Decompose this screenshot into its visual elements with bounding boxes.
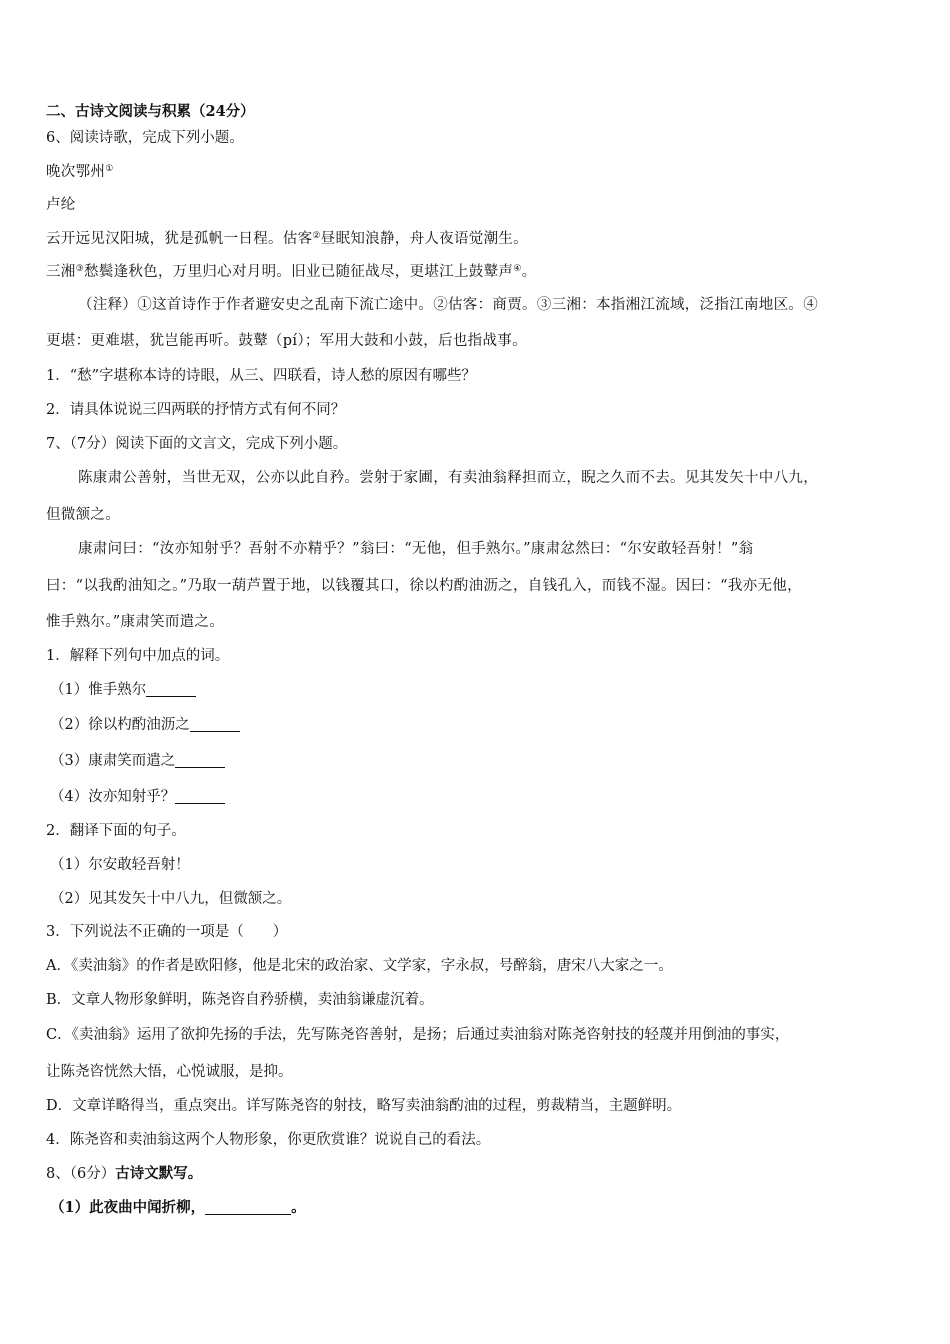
q6-question-2: 2．请具体说说三四两联的抒情方式有何不同？	[46, 402, 346, 418]
q7-sub1-item3: （3）康肃笑而遣之	[50, 752, 920, 770]
q7-sub4: 4．陈尧咨和卖油翁这两个人物形象，你更欣赏谁？说说自己的看法。	[46, 1132, 491, 1148]
passage-para2-line1: 康肃问曰：“汝亦知射乎？吾射不亦精乎？”翁曰：“无他，但手熟尔。”康肃忿然曰：“尔安敢轻吾射！”翁	[78, 541, 754, 557]
section-title: 二、古诗文阅读与积累（24分）	[46, 103, 255, 120]
answer-blank[interactable]	[175, 754, 225, 768]
q7-sub1-item4: （4）汝亦知射乎？	[50, 788, 920, 806]
answer-blank[interactable]	[175, 790, 225, 804]
option-a: A．《卖油翁》的作者是欧阳修，他是北宋的政治家、文学家，字永叔，号醉翁，唐宋八大家之一。	[46, 958, 673, 974]
q7-sub1-item2: （2）徐以杓酌油沥之	[50, 716, 920, 734]
answer-blank[interactable]	[205, 1201, 291, 1215]
option-c-line2: 让陈尧咨恍然大悟，心悦诚服，是抑。	[46, 1064, 293, 1080]
option-c-line1: C．《卖油翁》运用了欲抑先扬的手法，先写陈尧咨善射，是扬；后通过卖油翁对陈尧咨射技的轻蔑并用倒油的事实，	[46, 1027, 790, 1043]
q7-sub1: 1．解释下列句中加点的词。	[46, 648, 230, 664]
poem-title: 晚次鄂州①	[46, 164, 114, 180]
passage-para1-line1: 陈康肃公善射，当世无双，公亦以此自矜。尝射于家圃，有卖油翁释担而立，睨之久而不去。见其发矢十中八九，	[78, 470, 818, 486]
poem-line-1: 云开远见汉阳城，犹是孤帆一日程。估客②昼眠知浪静，舟人夜语觉潮生。	[46, 231, 528, 247]
poem-author: 卢纶	[46, 197, 76, 213]
q7-sub3: 3．下列说法不正确的一项是（ ）	[46, 924, 288, 940]
q6-question-1: 1．“愁”字堪称本诗的诗眼，从三、四联看，诗人愁的原因有哪些？	[46, 368, 477, 384]
answer-blank[interactable]	[190, 718, 240, 732]
q6-intro: 6、阅读诗歌，完成下列小题。	[46, 130, 244, 146]
passage-para1-line2: 但微颔之。	[46, 507, 120, 523]
option-d: D．文章详略得当，重点突出。详写陈尧咨的射技，略写卖油翁酌油的过程，剪裁精当，主题鲜明。	[46, 1098, 682, 1114]
poem-notes-line-2: 更堪：更难堪，犹岂能再听。鼓鼙（pí）；军用大鼓和小鼓，后也指战事。	[46, 333, 527, 349]
q7-sub2-item1: （1）尔安敢轻吾射！	[50, 857, 190, 873]
q8-item1: （1）此夜曲中闻折柳， 。	[50, 1199, 306, 1216]
q8-intro: 8、（6分）古诗文默写。	[46, 1165, 203, 1182]
poem-line-2: 三湘③愁鬓逢秋色，万里归心对月明。旧业已随征战尽，更堪江上鼓鼙声④。	[46, 264, 537, 280]
option-b: B．文章人物形象鲜明，陈尧咨自矜骄横，卖油翁谦虚沉着。	[46, 992, 434, 1008]
q7-sub2: 2．翻译下面的句子。	[46, 823, 186, 839]
poem-notes-line-1: （注释）①这首诗作于作者避安史之乱南下流亡途中。②估客：商贾。③三湘：本指湘江流域，泛指江南地区。④	[78, 297, 818, 313]
q7-sub1-item1: （1）惟手熟尔	[50, 681, 920, 699]
q7-sub2-item2: （2）见其发矢十中八九，但微颔之。	[50, 891, 292, 907]
passage-para2-line2: 曰：“以我酌油知之。”乃取一葫芦置于地，以钱覆其口，徐以杓酌油沥之，自钱孔入，而钱不湿。因曰：“我亦无他，	[46, 578, 802, 594]
q7-intro: 7、（7分）阅读下面的文言文，完成下列小题。	[46, 436, 348, 452]
answer-blank[interactable]	[146, 683, 196, 697]
passage-para2-line3: 惟手熟尔。”康肃笑而遣之。	[46, 614, 225, 630]
